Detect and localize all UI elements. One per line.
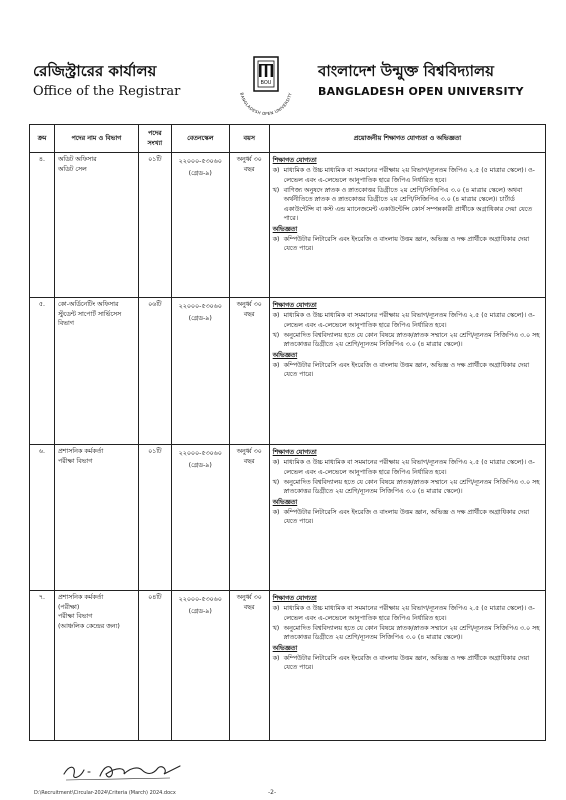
item-text: কম্পিউটার লিটারেসি এবং ইংরেজি ও বাংলায় উত্তম জ্ঞান, অভিজ্ঞ ও দক্ষ প্রার্থীকে অগ্রাধিকার দেয়া যেতে পারে। (283, 508, 530, 525)
exp-title: অভিজ্ঞতা (272, 644, 298, 652)
item-key: ক) (272, 235, 280, 243)
item-key: ক) (272, 312, 280, 319)
item-text: অনুমোদিত বিশ্ববিদ্যালয় হতে যে কোন বিষয়ে স্নাতক/স্নাতক সম্মানে ২য় শ্রেণি/ন্যূনতম সিজিপিএ ৩.০ সহ স্নাতকোত্তর ডিগ্রীতে ২য় শ্রেণি/ন্যূনতম সিজিপিএ ৩.০ (৪ মাত্রার স্কেলে)। (283, 331, 540, 348)
age-cell: অনুর্ধ্ব ৩০ বছর (229, 153, 269, 298)
university-name-en: BANGLADESH OPEN UNIVERSITY (318, 85, 524, 98)
item-text: অনুমোদিত বিশ্ববিদ্যালয় হতে যে কোন বিষয়ে স্নাতক/স্নাতক সম্মানে ২য় শ্রেণি/ন্যূনতম সিজিপিএ ৩.০ সহ স্নাতকোত্তর ডিগ্রীতে ২য় শ্রেণি/ন্যূনতম সিজিপিএ ৩.০ (৪ মাত্রার স্কেলে)। (283, 478, 540, 495)
grade-value: (গ্রেড-৯) (188, 461, 212, 469)
header-serial: ক্রম (30, 125, 55, 153)
item-text: মাধ্যমিক ও উচ্চ মাধ্যমিক বা সমমানের পরীক্ষায় ২য় বিভাগ/ন্যূনতম জিপিএ ২.৫ (৫ মাত্রার স্কেলে)। ও-লেভেল এবং এ-লেভেলে আনুপাতিক হারে জিপিএ নির্ধারিত হবে। (283, 312, 535, 329)
exp-title: অভিজ্ঞতা (272, 498, 298, 506)
recruitment-table (29, 124, 546, 741)
header-age: বয়স (229, 125, 269, 153)
exp-title: অভিজ্ঞতা (272, 225, 298, 233)
serial-cell: ৫. (30, 298, 55, 445)
edu-title: শিক্ষাগত যোগ্যতা (272, 595, 317, 602)
list-item (273, 331, 542, 350)
age-cell: অনুর্ধ্ব ৩০ বছর (229, 591, 269, 741)
logo-mark-text: BOU (260, 80, 272, 86)
item-key: ক) (272, 459, 280, 466)
list-item (273, 186, 542, 224)
item-key: ক) (272, 361, 280, 369)
age-cell: অনুর্ধ্ব ৩০ বছর (229, 445, 269, 591)
serial-cell: ৬. (30, 445, 55, 591)
header-count: পদের সংখ্যা (138, 125, 171, 153)
table-header-row (30, 125, 546, 153)
count-cell: ০১টি (138, 153, 171, 298)
post-name-suffix: (পরীক্ষা) (57, 603, 80, 611)
scale-value: ২২০০০-৫৩০৬০ (178, 450, 222, 457)
count-cell: ০১টি (138, 445, 171, 591)
list-item (273, 604, 542, 623)
post-dept: পরীক্ষা বিভাগ (57, 613, 93, 620)
list-item (273, 654, 542, 673)
serial-cell: ৪. (30, 153, 55, 298)
post-cell (54, 298, 138, 445)
item-key: ক) (272, 508, 280, 516)
scale-cell (171, 591, 229, 741)
scale-value: ২২০০০-৫৩০৬০ (178, 158, 222, 165)
grade-value: (গ্রেড-৯) (188, 314, 212, 322)
item-text: অনুমোদিত বিশ্ববিদ্যালয় হতে যে কোন বিষয়ে স্নাতক/স্নাতক সম্মানে ২য় শ্রেণি/ন্যূনতম সিজিপিএ ৩.০ সহ স্নাতকোত্তর ডিগ্রীতে ২য় শ্রেণি/ন্যূনতম সিজিপিএ ৩.০ (৪ মাত্রার স্কেলে)। (283, 624, 540, 641)
scale-cell (171, 153, 229, 298)
letterhead (0, 52, 566, 115)
page-number: -2- (268, 789, 277, 796)
header-qualification: প্রয়োজনীয় শিক্ষাগত যোগ্যতা ও অভিজ্ঞতা (269, 125, 545, 153)
item-text: মাধ্যমিক ও উচ্চ মাধ্যমিক বা সমমানের পরীক্ষায় ২য় বিভাগ/ন্যূনতম জিপিএ ২.৫ (৫ মাত্রার স্কেলে)। ও-লেভেল এবং এ-লেভেলে আনুপাতিক হারে জিপিএ নির্ধারিত হবে। (283, 605, 535, 622)
item-key: খ) (272, 624, 280, 632)
qualification-cell (269, 591, 545, 741)
grade-value: (গ্রেড-৯) (188, 169, 212, 177)
list-item (273, 361, 542, 380)
item-text: কম্পিউটার লিটারেসি এবং ইংরেজি ও বাংলায় উত্তম জ্ঞান, অভিজ্ঞ ও দক্ষ প্রার্থীকে অগ্রাধিকার দেয়া যেতে পারে। (283, 361, 530, 378)
exp-title: অভিজ্ঞতা (272, 351, 298, 359)
table-row (30, 591, 546, 741)
list-item (273, 624, 542, 643)
item-key: খ) (272, 478, 280, 486)
letterhead-right (318, 62, 548, 100)
signature (60, 756, 190, 784)
table-row (30, 445, 546, 591)
svg-text:BANGLADESH OPEN UNIVERSITY (239, 92, 292, 115)
scale-cell (171, 298, 229, 445)
qualification-cell (269, 153, 545, 298)
item-text: কম্পিউটার লিটারেসি এবং ইংরেজি ও বাংলায় উত্তম জ্ঞান, অভিজ্ঞ ও দক্ষ প্রার্থীকে অগ্রাধিকার দেয়া যেতে পারে। (283, 235, 530, 252)
count-cell: ০৪টি (138, 591, 171, 741)
edu-title: শিক্ষাগত যোগ্যতা (272, 302, 317, 309)
table-row (30, 298, 546, 445)
item-key: ক) (272, 654, 280, 662)
header-post: পদের নাম ও বিভাগ (54, 125, 138, 153)
scale-value: ২২০০০-৫৩০৬০ (178, 596, 222, 603)
post-name: অডিট অফিসার (57, 156, 97, 163)
university-logo (230, 55, 302, 115)
item-text: মাধ্যমিক ও উচ্চ মাধ্যমিক বা সমমানের পরীক্ষায় ২য় বিভাগ/ন্যূনতম জিপিএ ২.৫ (৫ মাত্রার স্কেলে)। ও-লেভেল এবং এ-লেভেলে আনুপাতিক হারে জিপিএ নির্ধারিত হবে। (283, 459, 535, 476)
count-cell: ০৬টি (138, 298, 171, 445)
post-name: প্রশাসনিক কর্মকর্তা (57, 594, 104, 601)
list-item (273, 478, 542, 497)
item-key: ক) (272, 605, 280, 612)
post-cell (54, 445, 138, 591)
letterhead-left (33, 62, 223, 101)
list-item (273, 235, 542, 254)
item-key: ক) (272, 167, 280, 174)
office-title-en: Office of the Registrar (33, 84, 181, 99)
age-cell: অনুর্ধ্ব ৩০ বছর (229, 298, 269, 445)
qualification-cell (269, 445, 545, 591)
list-item (273, 311, 542, 330)
table-row (30, 153, 546, 298)
office-title-bn: রেজিস্ট্রারের কার্যালয় (33, 62, 157, 80)
post-cell (54, 153, 138, 298)
item-text: কম্পিউটার লিটারেসি এবং ইংরেজি ও বাংলায় উত্তম জ্ঞান, অভিজ্ঞ ও দক্ষ প্রার্থীকে অগ্রাধিকার দেয়া যেতে পারে। (283, 654, 530, 671)
post-name: কো-অর্ডিনেটিং অফিসার (57, 301, 119, 308)
list-item (273, 508, 542, 527)
logo-arc-text: BANGLADESH OPEN UNIVERSITY (239, 92, 293, 115)
item-text: মাধ্যমিক ও উচ্চ মাধ্যমিক বা সমমানের পরীক্ষায় ২য় বিভাগ/ন্যূনতম জিপিএ ২.৫ (৫ মাত্রার স্কেলে)। ও-লেভেল এবং এ-লেভেলে আনুপাতিক হারে জিপিএ নির্ধারিত হবে। (283, 167, 535, 184)
post-cell (54, 591, 138, 741)
post-dept: স্টুডেন্ট সাপোর্ট সার্ভিসেস বিভাগ (57, 310, 122, 327)
post-dept-note: (আঞ্চলিক কেন্দ্রের জন্য) (57, 622, 120, 630)
scale-cell (171, 445, 229, 591)
post-dept: অডিট সেল (57, 165, 87, 173)
item-key: খ) (272, 186, 280, 194)
list-item (273, 458, 542, 477)
item-text: বাণিজ্য অনুষদে স্নাতক ও স্নাতকোত্তর ডিগ্রীতে ২য় শ্রেণি/সিজিপিএ ৩.০ (৪ মাত্রার স্কেলে) অথবা অর্থনীতিতে স্নাতক ও স্নাতকোত্তর ডিগ্রীতে ২য় শ্রেণি/সিজিপিএ ৩.০ (৪ মাত্রার স্কেলে)। চার্টার্ড একাউন্টেন্সি বা কস্ট এন্ড ম্যানেজমেন্ট একাউন্টেন্সি কোর্স সম্পন্নকারী প্রার্থীকে অগ্রাধিকার দেয়া যেতে পারে। (283, 186, 533, 222)
post-name: প্রশাসনিক কর্মকর্তা (57, 448, 104, 455)
post-dept: পরীক্ষা বিভাগ (57, 457, 93, 465)
qualification-cell (269, 298, 545, 445)
item-key: খ) (272, 331, 280, 339)
list-item (273, 166, 542, 185)
header-scale: বেতনস্কেল (171, 125, 229, 153)
edu-title: শিক্ষাগত যোগ্যতা (272, 157, 317, 164)
serial-cell: ৭. (30, 591, 55, 741)
scale-value: ২২০০০-৫৩০৬০ (178, 303, 222, 310)
university-name-bn: বাংলাদেশ উন্মুক্ত বিশ্ববিদ্যালয় (318, 62, 494, 80)
footer-file-path: D:\Recruitment\Circular-2024\Criteria (March) 2024.docx (34, 790, 176, 796)
edu-title: শিক্ষাগত যোগ্যতা (272, 449, 317, 456)
grade-value: (গ্রেড-৯) (188, 607, 212, 615)
